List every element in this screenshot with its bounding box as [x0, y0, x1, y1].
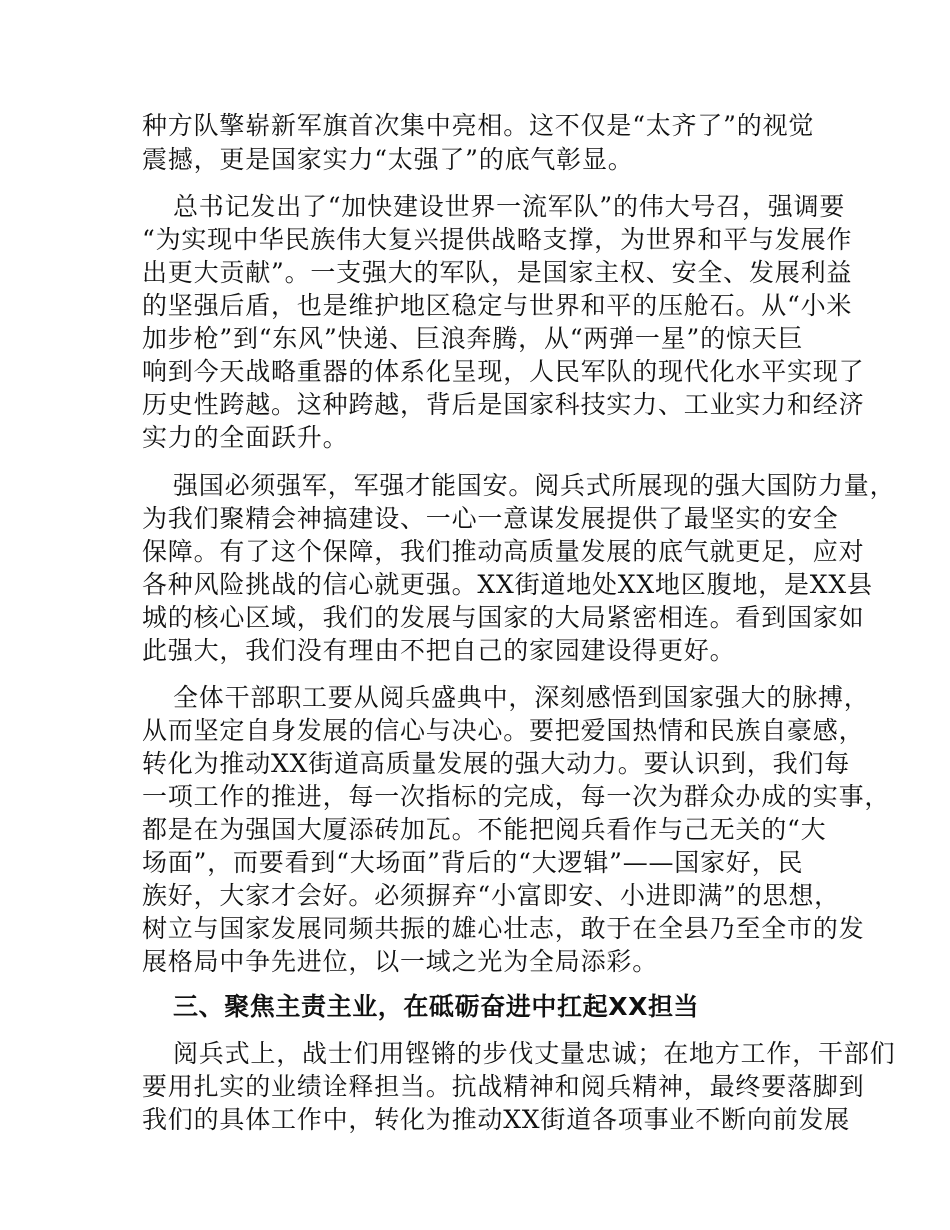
text-line: 我们的具体工作中，转化为推动XX街道各项事业不断向前发展 [142, 1105, 850, 1134]
text-line: 加步枪”到“东风”快递、巨浪奔腾，从“两弹一星”的惊天巨 [142, 324, 804, 353]
text-line: 震撼，更是国家实力“太强了”的底气彰显。 [142, 145, 634, 174]
text-line: 转化为推动XX街道高质量发展的强大动力。要认识到，我们每 [142, 749, 850, 778]
text-line: 展格局中争先进位，以一域之光为全局添彩。 [142, 947, 659, 976]
text-line: 树立与国家发展同频共振的雄心壮志，敢于在全县乃至全市的发 [142, 914, 865, 943]
text-line: 保障。有了这个保障，我们推动高质量发展的底气就更足，应对 [142, 537, 865, 566]
text-line: 实力的全面跃升。 [142, 423, 349, 452]
text-line: 城的核心区域，我们的发展与国家的大局紧密相连。看到国家如 [142, 603, 865, 632]
text-line: 出更大贡献”。一支强大的军队，是国家主权、安全、发展利益 [142, 258, 853, 287]
text-line: 此强大，我们没有理由不把自己的家园建设得更好。 [142, 636, 736, 665]
text-line: “为实现中华民族伟大复兴提供战略支撑，为世界和平与发展作 [142, 225, 853, 254]
paragraph-first-line: 总书记发出了“加快建设世界一流军队”的伟大号召，强调要 [173, 192, 846, 221]
paragraph-first-line: 阅兵式上，战士们用铿锵的步伐丈量忠诚；在地方工作，干部们 [173, 1039, 896, 1068]
text-line: 族好，大家才会好。必须摒弃“小富即安、小进即满”的思想， [142, 881, 840, 910]
text-line: 各种风险挑战的信心就更强。XX街道地处XX地区腹地，是XX县 [142, 570, 873, 599]
text-line: 响到今天战略重器的体系化呈现，人民军队的现代化水平实现了 [142, 357, 865, 386]
section-heading: 三、聚焦主责主业，在砥砺奋进中扛起XX担当 [173, 992, 700, 1021]
text-line: 历史性跨越。这种跨越，背后是国家科技实力、工业实力和经济 [142, 390, 865, 419]
paragraph-first-line: 全体干部职工要从阅兵盛典中，深刻感悟到国家强大的脉搏， [173, 683, 870, 712]
text-line: 为我们聚精会神搞建设、一心一意谋发展提供了最坚实的安全 [142, 504, 839, 533]
text-line: 一项工作的推进，每一次指标的完成，每一次为群众办成的实事， [142, 782, 891, 811]
text-line: 从而坚定自身发展的信心与决心。要把爱国热情和民族自豪感， [142, 716, 865, 745]
text-line: 都是在为强国大厦添砖加瓦。不能把阅兵看作与己无关的“大 [142, 815, 827, 844]
text-line: 要用扎实的业绩诠释担当。抗战精神和阅兵精神，最终要落脚到 [142, 1072, 865, 1101]
text-line: 种方队擎崭新军旗首次集中亮相。这不仅是“太齐了”的视觉 [142, 111, 815, 140]
paragraph-first-line: 强国必须强军，军强才能国安。阅兵式所展现的强大国防力量， [173, 471, 896, 500]
text-line: 场面”，而要看到“大场面”背后的“大逻辑”——国家好，民 [142, 848, 804, 877]
text-line: 的坚强后盾，也是维护地区稳定与世界和平的压舱石。从“小米 [142, 291, 853, 320]
